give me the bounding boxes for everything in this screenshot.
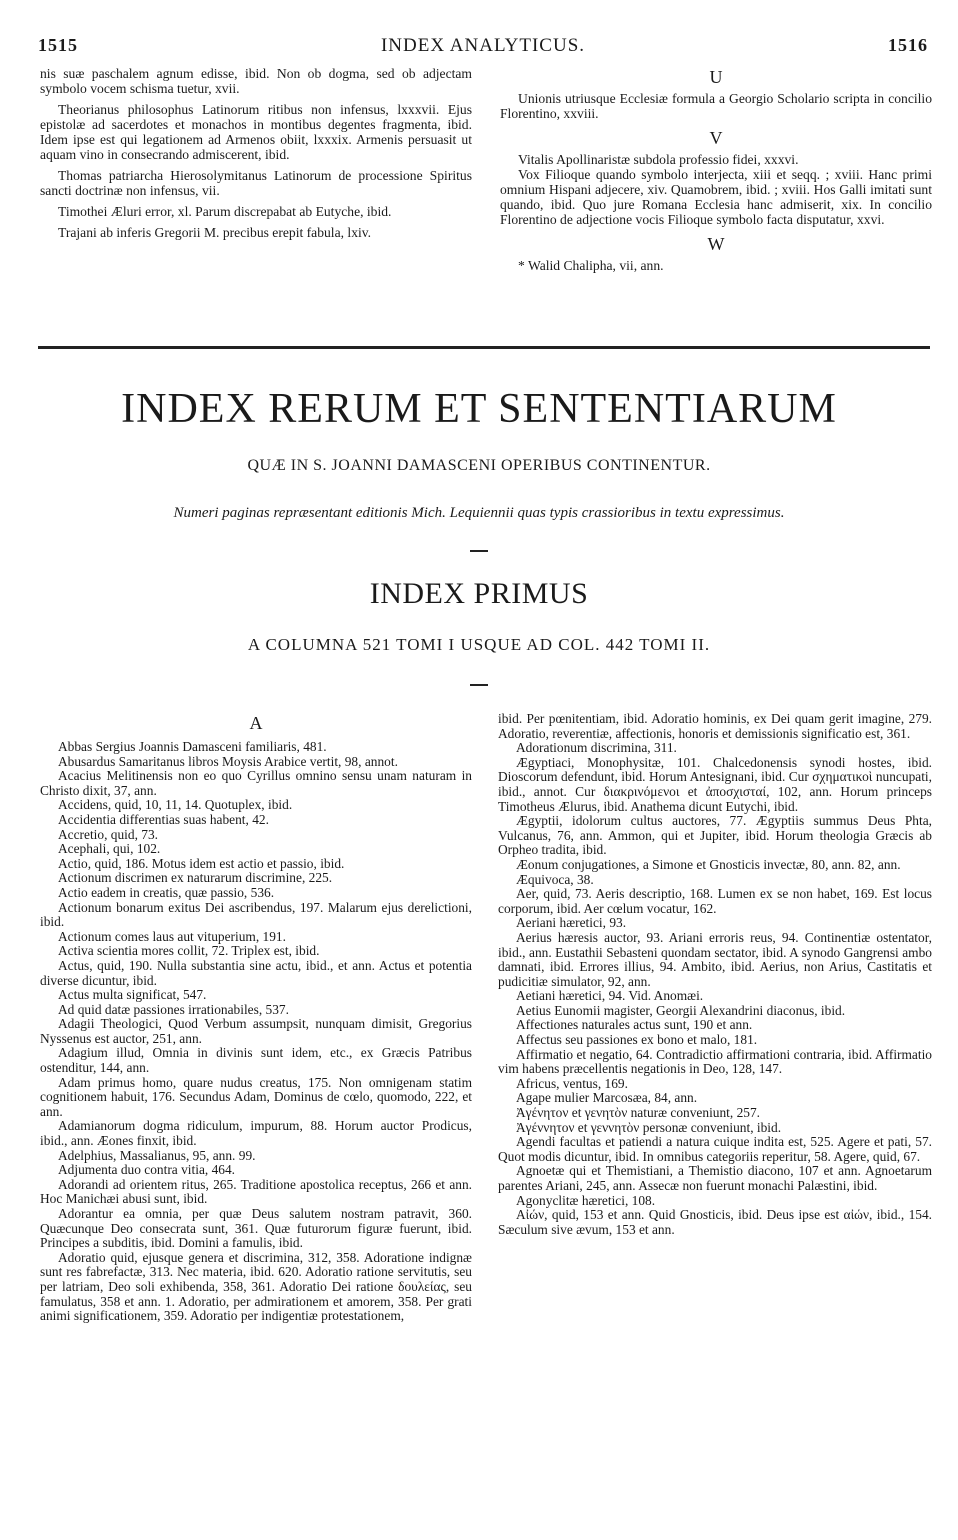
index-entry: Ἀγένητον et γενητὸν naturæ conveniunt, 257. [516,1105,761,1121]
index-entry: Actionum bonarum exitus Dei ascribendus, 197. Malarum ejus derelictioni, ibid. [40,899,472,930]
index-entry: Actionum discrimen ex naturarum discrimine, 225. [58,870,333,886]
index-entry: Abbas Sergius Joannis Damasceni familiaris, 481. [58,739,327,754]
page-number-right: 1516 [888,35,928,55]
index-entry: Affectus seu passiones ex bono et malo, 181. [516,1032,758,1048]
running-header [38,35,928,59]
short-rule [470,684,488,686]
index-entry: Thomas patriarcha Hierosolymitanus Latinorum de processione Spiritus sancti doctrinæ non infensus, vii. [40,168,472,198]
top-right-column [500,66,932,279]
bottom-left-column [40,712,472,1324]
index-entry: Abusardus Samaritanus libros Moysis Arabice vertit, 98, annot. [58,753,398,769]
index-entry: Adjumenta duo contra vitia, 464. [58,1162,236,1178]
index-entry: * Walid Chalipha, vii, ann. [518,258,664,273]
index-entry: Affirmatio et negatio, 64. Contradictio affirmationi contraria, ibid. Affirmatio vim habens præcellentis negationis in Deo, 128, 147. [498,1046,932,1077]
index-entry: Theorianus philosophus Latinorum ritibus non infensus, lxxxvii. Ejus epistolæ ad sacerdotes et monachos in montibus degentes fragmenta, ibid. Idem ipse est qui legationem ad Armenos obiit, lxxxix. Armenis persuasit ut aquam vino in consecrando admiscerent, ibid. [40,102,472,162]
index-entry: Actio eadem in creatis, quæ passio, 536. [58,884,275,900]
section-divider [38,346,930,349]
index-entry: Adam primus homo, quare nudus creatus, 175. Non omnigenam statim cognitionem habuit, 176. Secundus Adam, Dominus de cœlo, quomodo, 222, et ann. [40,1074,472,1119]
index-entry: Adorationum discrimina, 311. [516,740,677,756]
index-entry: Aer, quid, 73. Aeris descriptio, 168. Lumen ex se non habet, 169. Est locus corporum, ibid. Aer cœlum vocatur, 162. [498,886,932,916]
index-entry: Agape mulier Marcosæa, 84, ann. [516,1090,698,1106]
index-entry: Αἰών, quid, 153 et ann. Quid Gnosticis, ibid. Deus ipse est αἰών, ibid., 154. Sæculum sive ævum, 153 et ann. [498,1207,932,1237]
section-letter-w: W [707,234,725,254]
index-entry: Adorandi ad orientem ritus, 265. Traditione apostolica receptus, 266 et ann. Hoc Manichæi abusi sunt, ibid. [40,1176,472,1207]
page-number-left: 1515 [38,35,78,55]
short-rule [470,550,488,552]
section-letter-u: U [709,67,723,87]
index-title: INDEX PRIMUS [369,577,589,610]
index-entry: nis suæ paschalem agnum edisse, ibid. Non ob dogma, sed ob adjectam symbolo vocem schisma tuetur, xvii. [40,66,472,96]
index-entry: Agnoetæ qui et Themistiani, a Themistio diacono, 107 et ann. Agnoetarum parentes Ariani, 245, ann. Assecæ non fuerunt monachi Palæstini, ibid. [498,1163,932,1193]
index-entry: Adamianorum dogma ridiculum, impurum, 88. Horum auctor Prodicus, ibid., ann. Æones finxit, ibid. [40,1118,472,1149]
index-entry: ibid. Per pœnitentiam, ibid. Adoratio hominis, ex Dei quam gerit imagine, 279. Adoratio, reverentiæ, affectionis, honoris et demissionis significatio est, 361. [498,711,932,741]
index-entry: Aerius hæresis auctor, 93. Ariani erroris reus, 94. Continentiæ ostentator, ibid., ann. Eustathii Sebasteni quondam sectator, ibid. A synodo Gangrensi ambo damnati, ibid. Errores illius, 94. Ambito, ibid. Aerius, non Arius, Castitatis et pudicitiæ simulator, 92, ann. [498,929,932,989]
index-entry: Ægyptiaci, Monophysitæ, 101. Chalcedonensis synodi hostes, ibid. Dioscorum defendunt, ibid. Horum Antesignani, ibid. Cur σχηματικοὶ nuncupati, ibid., annot. Cur διακρινόμενοι et ἀποσχισταί, 102, ann. Horum princeps Timotheus Ælurus, ibid. Anathema dicunt Eutychi, ibid. [498,754,932,814]
index-entry: Adorantur ea omnia, per quæ Deus salutem nostram patravit, 360. Quæcunque Deo consecrata sunt, 361. Quæ futurorum figuræ fuerunt, ibid. Principes a subditis, ibid. Domini a famulis, ibid. [40,1206,472,1251]
index-entry: Aeriani hæretici, 93. [516,915,627,931]
top-left-column [40,66,472,246]
index-entry: Accretio, quid, 73. [58,826,159,842]
index-entry: Timothei Æluri error, xl. Parum discrepabat ab Eutyche, ibid. [58,204,392,219]
index-entry: Adoratio quid, ejusque genera et discrimina, 312, 358. Adoratione indignæ sunt res fabrefactæ, 313. Nec materia, ibid. 620. Adoratio ratione servitutis, seu per latriam, Deo soli exhibenda, 358, 361. Adoratio Dei ratione δουλείας, seu famulatus, 358 et ann. 1. Adoratio, per admirationem et amorem, 358. Per grati animi significationem, 359. Adoratio per indigentiæ protestationem, [40,1249,472,1324]
index-entry: Unionis utriusque Ecclesiæ formula a Georgio Scholario scripta in concilio Florentino, xxviii. [500,91,932,121]
bottom-right-column [498,712,932,1237]
index-entry: Aetiani hæretici, 94. Vid. Anomæi. [516,988,704,1004]
index-entry: Aetius Eunomii magister, Georgii Alexandrini diaconus, ibid. [516,1002,846,1018]
index-entry: Agonyclitæ hæretici, 108. [516,1192,656,1208]
index-entry: Actionum comes laus aut vituperium, 191. [58,928,286,944]
index-entry: Actus, quid, 190. Nulla substantia sine actu, ibid., et ann. Actus et potentia diverse dicuntur, ibid. [40,957,472,988]
index-entry: Affectiones naturales actus sunt, 190 et ann. [516,1017,753,1033]
index-entry: Æonum conjugationes, a Simone et Gnosticis invectæ, 80, ann. 82, ann. [516,856,901,872]
index-entry: Trajani ab inferis Gregorii M. precibus erepit fabula, lxiv. [58,225,372,240]
index-entry: Adelphius, Massalianus, 95, ann. 99. [58,1147,256,1163]
index-entry: Ægyptii, idolorum cultus auctores, 77. Ægyptiis summus Deus Phta, Vulcanus, 76, ann. Ammon, qui et Jupiter, ibid. Horum theologia Græcis ab Orpheo tradita, ibid. [498,813,932,858]
index-entry: Africus, ventus, 169. [516,1075,628,1091]
index-entry: Adagium illud, Omnia in divinis sunt idem, etc., ex Græcis Patribus ostenditur, 144, ann. [40,1045,472,1076]
index-entry: Accidentia differentias suas habent, 42. [58,811,269,827]
index-entry: Ἀγέννητον et γεννητὸν personæ conveniunt, ibid. [516,1119,782,1135]
index-entry: Actio, quid, 186. Motus idem est actio et passio, ibid. [58,855,345,871]
index-entry: Activa scientia mores collit, 72. Triplex est, ibid. [58,943,320,959]
section-letter-a: A [249,713,263,733]
column-range: A COLUMNA 521 TOMI I USQUE AD COL. 442 TOMI II. [247,635,711,654]
index-entry: Acephali, qui, 102. [58,841,161,857]
index-entry: Vitalis Apollinaristæ subdola professio fidei, xxxvi. [518,152,799,167]
index-entry: Adagii Theologici, Quod Verbum assumpsit, nunquam dimisit, Gregorius Nyssenus est auctor, 251, ann. [40,1016,472,1046]
section-letter-v: V [709,128,723,148]
index-entry: Actus multa significat, 547. [58,987,207,1003]
index-entry: Vox Filioque quando symbolo interjecta, xiii et seqq. ; xviii. Hanc primi omnium Hispani adjecere, xiv. Quamobrem, ibid. ; xviii. Hos Galli imitati sunt quando, ibid. Quo jure Romana Ecclesia hanc admiserit, xix. In concilio Florentino de adjectione vocis Filioque symbolo facta disputatur, xxvi. [500,167,932,227]
subtitle: QUÆ IN S. JOANNI DAMASCENI OPERIBUS CONTINENTUR. [247,457,711,474]
index-entry: Æquivoca, 38. [516,871,594,887]
index-entry: Agendi facultas et patiendi a natura cuique indita est, 525. Agere et pati, 57. Quot modis dicuntur, ibid. In omnibus categoriis reperitur, 58. Agere, quid, 67. [498,1134,932,1164]
header-title: INDEX ANALYTICUS. [380,35,586,56]
index-entry: Ad quid datæ passiones irrationabiles, 537. [58,1001,289,1017]
index-entry: Accidens, quid, 10, 11, 14. Quotuplex, ibid. [58,797,293,813]
index-entry: Acacius Melitinensis non eo quo Cyrillus omnino sensu unam naturam in Christo dixit, 37, ann. [40,768,472,798]
main-title: INDEX RERUM ET SENTENTIARUM [121,386,837,432]
editorial-note: Numeri paginas repræsentant editionis Mich. Lequiennii quas typis crassioribus in textu expressimus. [173,505,785,521]
